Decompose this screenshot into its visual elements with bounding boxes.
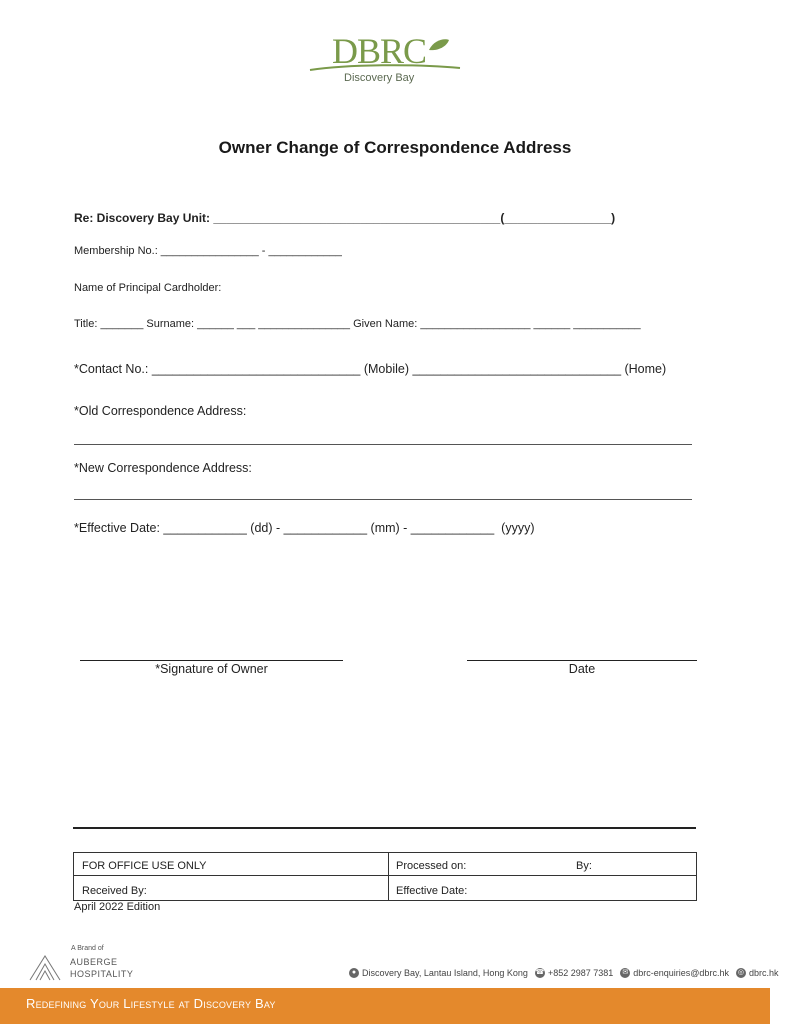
office-col-divider: [388, 853, 389, 900]
office-row-divider: [74, 875, 696, 876]
tent-logo-icon: [26, 952, 64, 982]
membership-line: Membership No.: ________________ - ____________: [74, 245, 342, 257]
old-address-blank: [74, 444, 692, 445]
footer-address: Discovery Bay, Lantau Island, Hong Kong: [362, 968, 528, 978]
brand-line-1: AUBERGE: [70, 957, 118, 967]
dbrc-logo: [300, 30, 470, 90]
office-use-label: FOR OFFICE USE ONLY: [82, 860, 207, 872]
footer-tagline: Redefining Your Lifestyle at Discovery Bay: [26, 996, 276, 1011]
footer-contact: [345, 968, 778, 978]
signature-line: [80, 660, 343, 661]
logo-subtitle: Discovery Bay: [344, 72, 415, 84]
swoosh-icon: [310, 64, 460, 72]
name-line: Title: _______ Surname: ______ ___ _______________ Given Name: __________________ ______ ___________: [74, 318, 641, 330]
logo-brand: DBRC: [332, 31, 427, 71]
brand-line-2: HOSPITALITY: [70, 969, 134, 979]
processed-on-label: Processed on:: [396, 860, 467, 872]
new-address-label: *New Correspondence Address:: [74, 461, 252, 475]
contact-line: *Contact No.: ______________________________ (Mobile) ______________________________ (Home): [74, 362, 667, 376]
received-by-label: Received By:: [82, 885, 147, 897]
location-icon: ●: [349, 968, 359, 978]
footer-web: dbrc.hk: [748, 968, 779, 978]
effective-date-line: *Effective Date: ____________ (dd) - ____________ (mm) - ____________ (yyyy): [74, 521, 535, 535]
phone-icon: ☎: [535, 969, 545, 976]
footer-email: dbrc-enquiries@dbrc.hk: [633, 968, 729, 978]
page-title: Owner Change of Correspondence Address: [218, 138, 572, 157]
leaf-icon: [428, 38, 450, 52]
office-use-table: [73, 852, 697, 901]
auberge-brand: [24, 940, 134, 985]
date-line: [467, 660, 697, 661]
brand-small-text: A Brand of: [71, 945, 104, 952]
new-address-blank: [74, 499, 692, 500]
signature-label: *Signature of Owner: [155, 662, 268, 676]
web-icon: ◎: [737, 969, 744, 976]
footer-bar: [0, 988, 770, 1024]
cardholder-label: Name of Principal Cardholder:: [74, 282, 222, 294]
old-address-label: *Old Correspondence Address:: [74, 404, 247, 418]
office-effective-date-label: Effective Date:: [396, 885, 468, 897]
divider-rule: [73, 827, 696, 829]
email-icon: ✉: [620, 968, 630, 978]
edition-label: April 2022 Edition: [74, 901, 161, 913]
footer-phone: +852 2987 7381: [547, 968, 614, 978]
unit-line: Re: Discovery Bay Unit: ___________________________________________(________________): [74, 211, 616, 225]
date-label: Date: [568, 662, 596, 676]
by-label: By:: [576, 860, 592, 872]
